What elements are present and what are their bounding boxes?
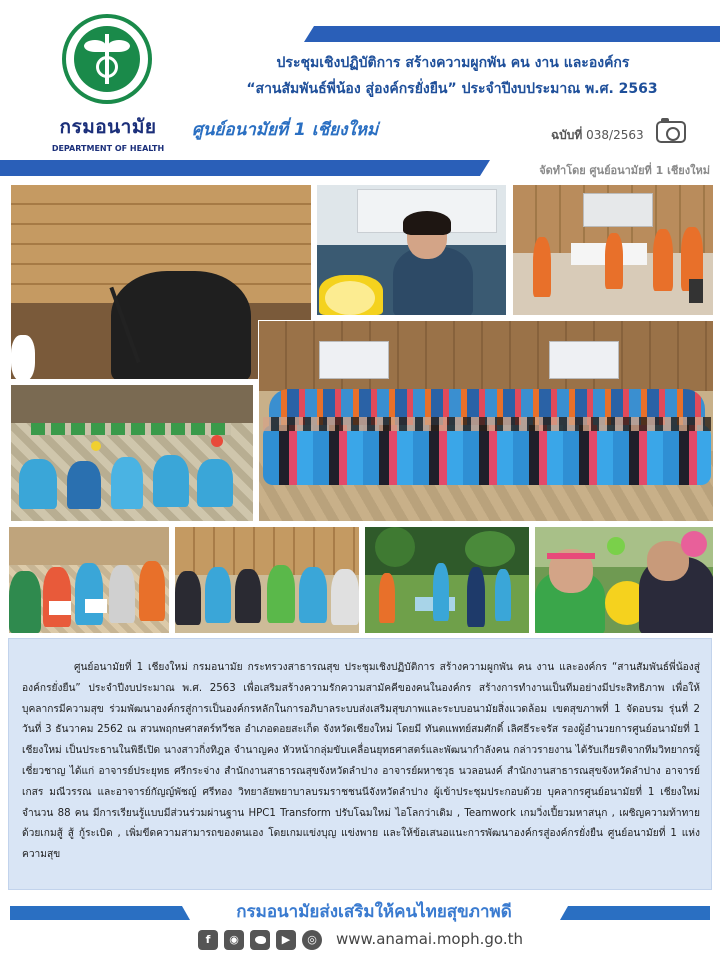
stage-team-photo: [512, 184, 714, 316]
camera-icon: [656, 121, 686, 143]
floor-activity-photo: [10, 384, 254, 522]
line-icon[interactable]: ◉: [224, 930, 244, 950]
balloon-game-photo: [534, 526, 714, 634]
twitter-icon[interactable]: [250, 930, 270, 950]
department-name-en: DEPARTMENT OF HEALTH: [51, 144, 165, 153]
organizer-credit: จัดทำโดย ศูนย์อนามัยที่ 1 เชียงใหม่: [539, 164, 710, 177]
writing-activity-photo: [8, 526, 170, 634]
facebook-icon[interactable]: f: [198, 930, 218, 950]
title-accent-bar: [304, 26, 720, 42]
seated-group-photo: [174, 526, 360, 634]
footer-slogan: กรมอนามัยส่งเสริมให้คนไทยสุขภาพดี: [236, 902, 512, 922]
section-accent-bar: [0, 160, 490, 176]
ministry-seal-logo: [62, 14, 152, 104]
website-icon[interactable]: ◎: [302, 930, 322, 950]
speaker-woman-photo: [316, 184, 507, 316]
outdoor-game-photo: [364, 526, 530, 634]
group-photo: [258, 320, 714, 522]
footer-accent-bar-right: [560, 906, 710, 920]
website-link[interactable]: www.anamai.moph.go.th: [336, 930, 524, 948]
issue-number: [551, 126, 644, 145]
headline-line-1: ประชุมเชิงปฏิบัติการ สร้างความผูกพัน คน งาน และองค์กร: [276, 55, 630, 71]
issue-value: 038/2563: [586, 128, 644, 142]
center-name: ศูนย์อนามัยที่ 1 เชียงใหม่: [192, 120, 379, 140]
youtube-icon[interactable]: ▶: [276, 930, 296, 950]
issue-label: ฉบับที่: [551, 128, 583, 142]
department-logo-text: [42, 112, 174, 153]
department-name-th: กรมอนามัย: [59, 116, 157, 138]
article-paragraph: ศูนย์อนามัยที่ 1 เชียงใหม่ กรมอนามัย กระทรวงสาธารณสุข ประชุมเชิงปฏิบัติการ สร้างความผูกพัน คน งาน และองค์กร “สานสัมพันธ์พี่น้องสู่องค์กรยั่งยืน” ประจำปีงบประมาณ พ.ศ. 2563 เพื่อเสริมสร้างความรักความสามัคคีของคนในองค์กร สร้างการทำงานเป็นทีมอย่างมีประสิทธิภาพ เพื่อให้บุคลากรมีความสุข ร่วมพัฒนาองค์กรสู่การเป็นองค์กรหลักในการอภิบาลระบบส่งเสริมสุขภาพและระบบอนามัยสิ่งแวดล้อม เขตสุขภาพที่ 1 จัดอบรม รุ่นที่ 2 วันที่ 3 ธันวาคม 2562 ณ สวนพฤกษศาสตร์ทวีชล อำเภอดอยสะเก็ด จังหวัดเชียงใหม่ โดยมี ทันตแพทย์สมศักดิ์ เลิศธีระจรัส รองผู้อำนวยการศูนย์อนามัยที่ 1 เชียงใหม่ เป็นประธานในพิธีเปิด นางสาวกิ่งทิฎล จำนาญคง หัวหน้ากลุ่มขับเคลื่อนยุทธศาสตร์และพัฒนากำลังคน กล่าวรายงาน ได้รับเกียรติจากทีมวิทยากรผู้เชี่ยวชาญ ได้แก่ อาจารย์ประยุทธ ศรีกระจ่าง สำนักงานสาธารณสุขจังหวัดลำปาง อาจารย์ผหาชวุธ นวลอนงค์ สำนักงานสาธารณสุขจังหวัดลำปาง อาจารย์เกสร มณีวรรณ และอาจารย์กัญญ์พัชญ์ ศรีทอง วิทยาลัยพยาบาลบรมราชชนนีจังหวัดลำปาง ผู้เข้าประชุมประกอบด้วย บุคลากรศูนย์อนามัยที่ 1 เชียงใหม่ จำนวน 88 คน มีการเรียนรู้แบบมีส่วนร่วมผ่านฐาน HPC1 Transform ปรับโฉมใหม่ ไอโลกว่าเดิม , Teamwork เกมวิ่งเปี้ยวมหาสนุก , เผชิญความท้าทาย ด้วยเกมสู้ สู้ กู้ระเบิด , เพิ่มขีดความสามารถของตนเอง โดยเกมแข่งบุญ แข่งพาย และให้ข้อเสนอแนะการพัฒนาองค์กรสู่องค์กรยั่งยืน ศูนย์อนามัยที่ 1 แห่งความสุข: [22, 662, 700, 861]
headline-line-2: “สานสัมพันธ์พี่น้อง สู่องค์กรยั่งยืน” ประจำปีงบประมาณ พ.ศ. 2563: [246, 81, 658, 97]
footer-accent-bar-left: [10, 906, 190, 920]
